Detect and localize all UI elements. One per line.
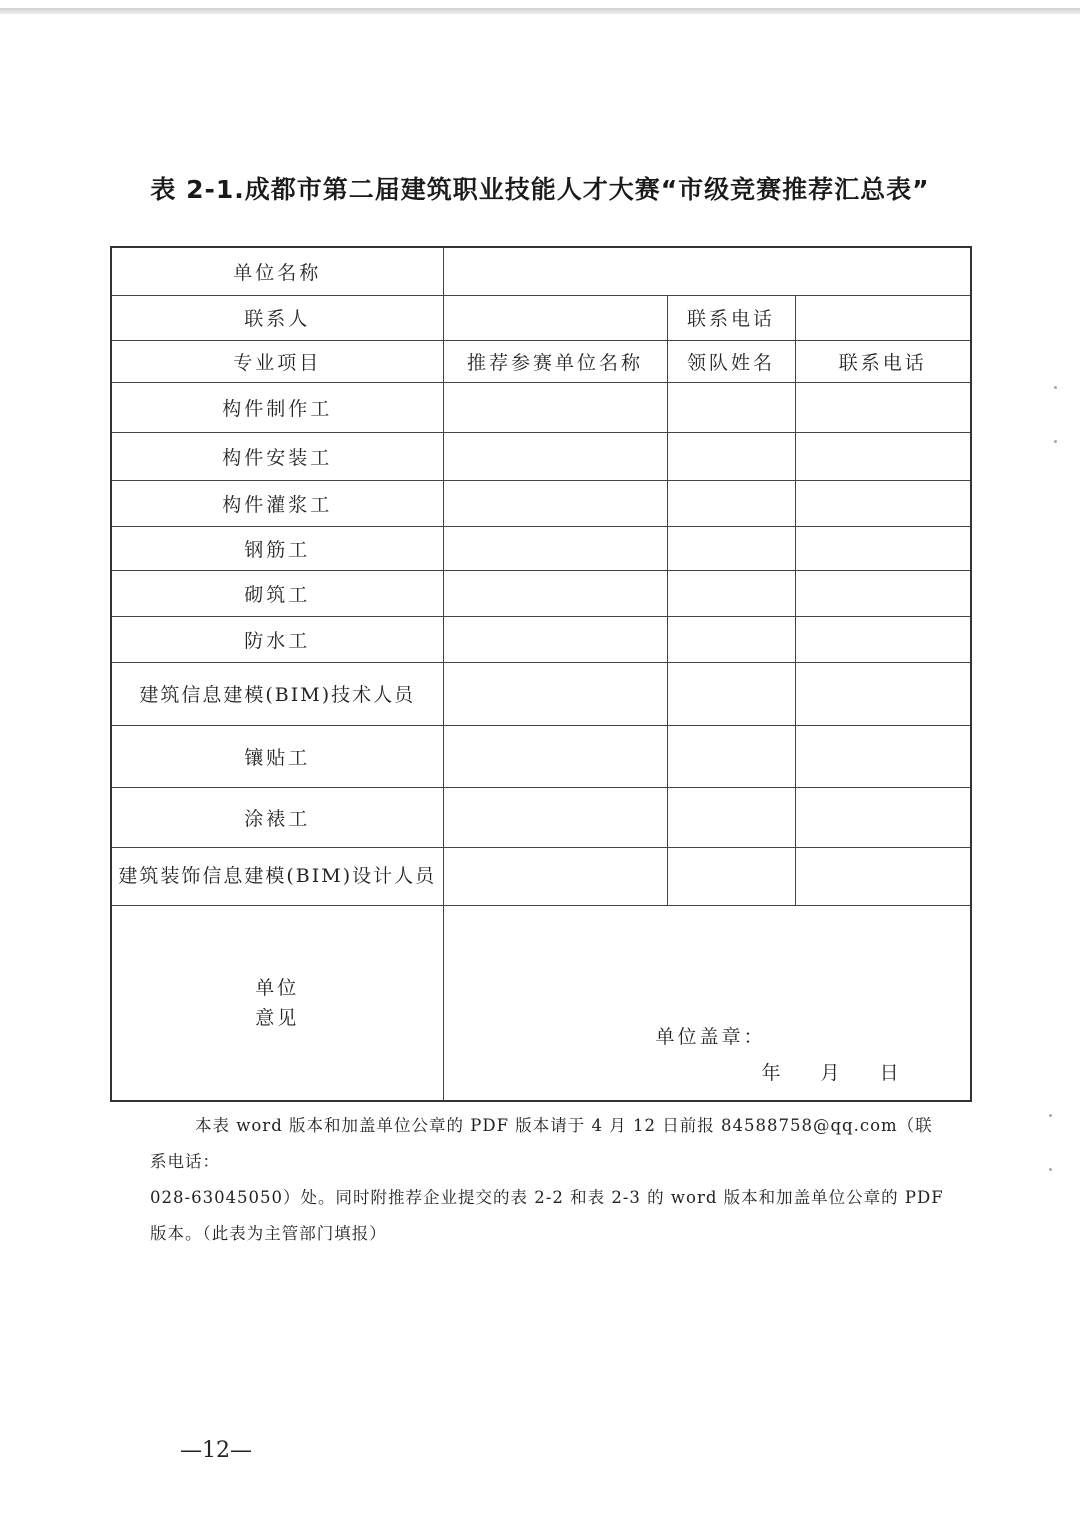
phone-cell[interactable]: [795, 662, 971, 725]
specialty-label: 构件制作工: [111, 382, 443, 432]
specialty-label: 构件安装工: [111, 432, 443, 480]
opinion-label-line-1: 单位: [255, 976, 300, 999]
scan-speck: [1054, 386, 1057, 389]
contact-phone-value-cell[interactable]: [795, 295, 971, 340]
table-row: [111, 526, 971, 570]
note-line-1: 本表 word 版本和加盖单位公章的 PDF 版本请于 4 月 12 日前报 84588758@qq.com（联系电话：: [150, 1116, 933, 1171]
recommended-unit-cell[interactable]: [443, 787, 667, 847]
opinion-row: [111, 905, 971, 1101]
team-leader-cell[interactable]: [667, 526, 795, 570]
recommended-unit-cell[interactable]: [443, 526, 667, 570]
phone-cell[interactable]: [795, 616, 971, 662]
table-row: [111, 847, 971, 905]
scan-speck: [1049, 1168, 1052, 1171]
team-leader-cell[interactable]: [667, 432, 795, 480]
recommended-unit-cell[interactable]: [443, 616, 667, 662]
contact-value-cell[interactable]: [443, 295, 667, 340]
table-row: [111, 616, 971, 662]
specialty-label: 镶贴工: [111, 725, 443, 787]
phone-cell[interactable]: [795, 480, 971, 526]
unit-opinion-label: [111, 905, 443, 1101]
unit-stamp-label: 单位盖章：: [655, 1025, 766, 1048]
team-leader-cell[interactable]: [667, 382, 795, 432]
header-row: [111, 340, 971, 382]
phone-cell[interactable]: [795, 787, 971, 847]
table-row: [111, 382, 971, 432]
contact-label: 联系人: [111, 295, 443, 340]
unit-name-value-cell[interactable]: [443, 247, 971, 295]
table-row: [111, 725, 971, 787]
team-leader-cell[interactable]: [667, 725, 795, 787]
specialty-label: 涂裱工: [111, 787, 443, 847]
specialty-label: 建筑装饰信息建模(BIM)设计人员: [111, 847, 443, 905]
table-row: [111, 432, 971, 480]
team-leader-cell[interactable]: [667, 787, 795, 847]
page-title: 表 2-1.成都市第二届建筑职业技能人才大赛“市级竞赛推荐汇总表”: [150, 175, 930, 204]
scan-speck: [1049, 1114, 1052, 1117]
specialty-label: 防水工: [111, 616, 443, 662]
recommended-unit-cell[interactable]: [443, 432, 667, 480]
phone-cell[interactable]: [795, 847, 971, 905]
table-row: [111, 662, 971, 725]
header-recommended-unit: 推荐参赛单位名称: [443, 340, 667, 382]
phone-cell[interactable]: [795, 570, 971, 616]
recommendation-summary-table: [110, 246, 972, 1102]
recommended-unit-cell[interactable]: [443, 725, 667, 787]
scan-speck: [1054, 440, 1057, 443]
team-leader-cell[interactable]: [667, 662, 795, 725]
phone-cell[interactable]: [795, 725, 971, 787]
contact-phone-label: 联系电话: [667, 295, 795, 340]
team-leader-cell[interactable]: [667, 847, 795, 905]
note-line-2: 028-63045050）处。同时附推荐企业提交的表 2-2 和表 2-3 的 word 版本和加盖单位公章的 PDF: [150, 1188, 944, 1207]
specialty-label: 钢筋工: [111, 526, 443, 570]
team-leader-cell[interactable]: [667, 616, 795, 662]
page-number: —12—: [180, 1438, 252, 1463]
phone-cell[interactable]: [795, 382, 971, 432]
team-leader-cell[interactable]: [667, 480, 795, 526]
team-leader-cell[interactable]: [667, 570, 795, 616]
phone-cell[interactable]: [795, 526, 971, 570]
recommended-unit-cell[interactable]: [443, 662, 667, 725]
recommended-unit-cell[interactable]: [443, 382, 667, 432]
contact-row: [111, 295, 971, 340]
unit-opinion-cell[interactable]: [443, 905, 971, 1101]
date-label: 年 月 日: [761, 1061, 902, 1084]
header-phone: 联系电话: [795, 340, 971, 382]
specialty-label: 砌筑工: [111, 570, 443, 616]
specialty-label: 构件灌浆工: [111, 480, 443, 526]
unit-name-row: [111, 247, 971, 295]
table-row: [111, 787, 971, 847]
page-top-edge: [0, 8, 1080, 14]
recommended-unit-cell[interactable]: [443, 570, 667, 616]
submission-note: [150, 1108, 950, 1252]
header-specialty: 专业项目: [111, 340, 443, 382]
recommended-unit-cell[interactable]: [443, 480, 667, 526]
unit-name-label: 单位名称: [111, 247, 443, 295]
specialty-label: 建筑信息建模(BIM)技术人员: [111, 662, 443, 725]
recommended-unit-cell[interactable]: [443, 847, 667, 905]
opinion-label-line-2: 意见: [255, 1006, 300, 1029]
header-team-leader: 领队姓名: [667, 340, 795, 382]
phone-cell[interactable]: [795, 432, 971, 480]
table-row: [111, 480, 971, 526]
table-row: [111, 570, 971, 616]
note-line-3: 版本。（此表为主管部门填报）: [150, 1224, 387, 1243]
